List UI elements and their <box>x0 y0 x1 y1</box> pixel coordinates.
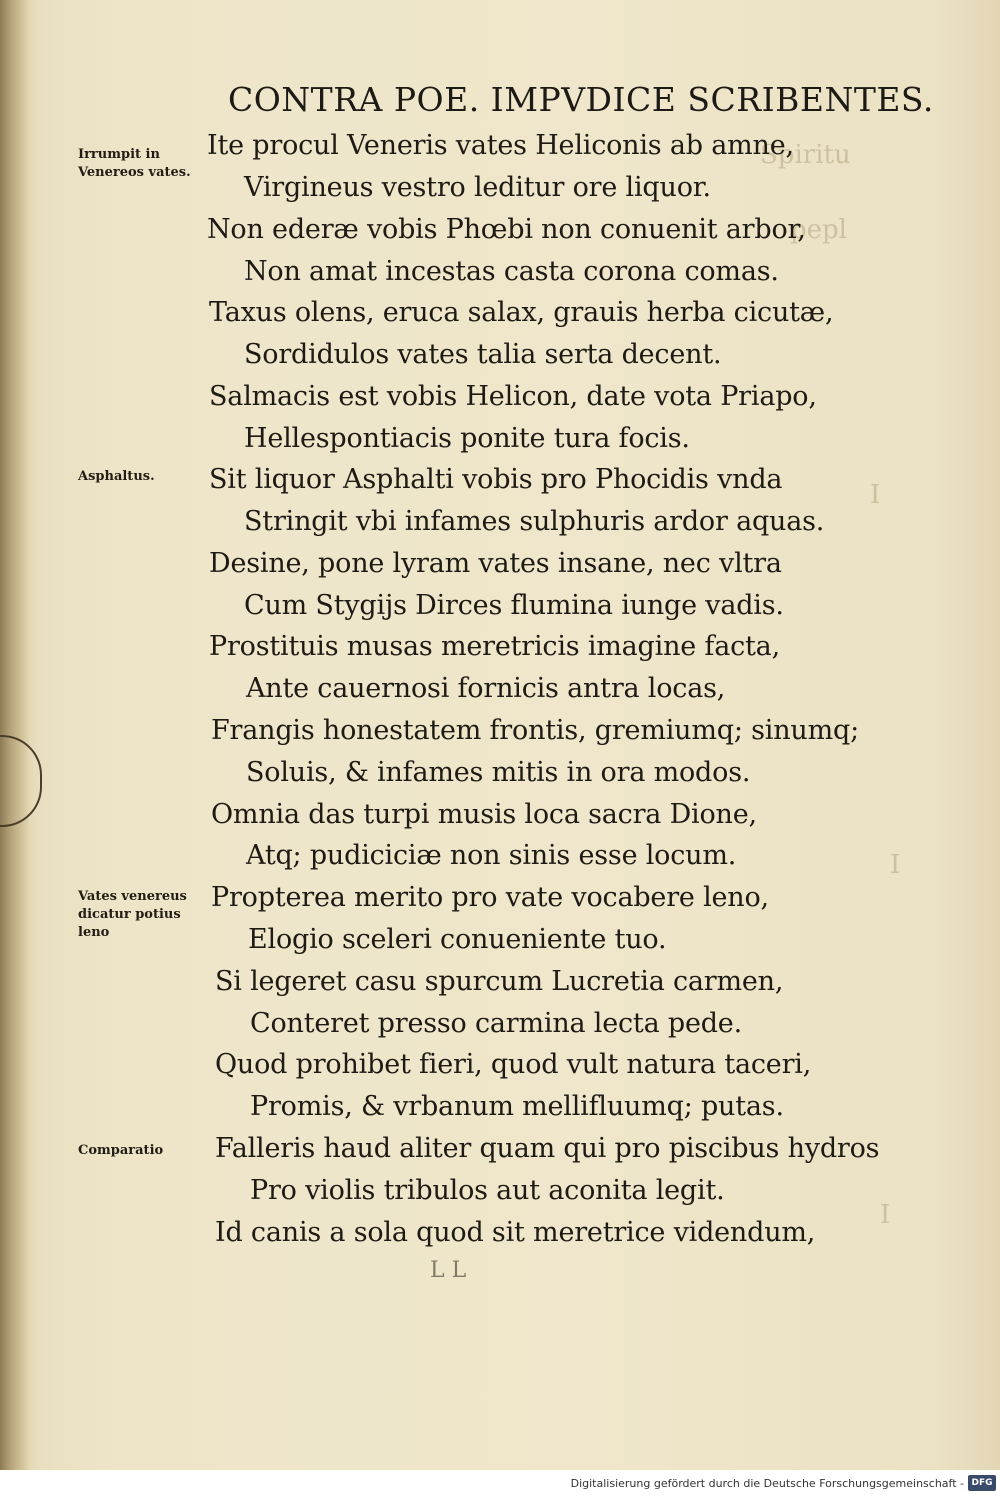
page-title: CONTRA POE. IMPVDICE SCRIBENTES. <box>228 80 934 119</box>
marginal-note: Asphaltus. <box>78 469 155 484</box>
page-clasp-shadow <box>0 735 42 827</box>
verse-line: Sordidulos vates talia serta decent. <box>244 339 722 370</box>
bleed-through: Spiritu <box>760 140 851 170</box>
marginal-note: Irrumpit in Venereos vates. <box>78 147 191 180</box>
marginal-note: Comparatio <box>78 1143 164 1158</box>
verse-line: Frangis honestatem frontis, gremiumq; sinumq; <box>211 715 859 746</box>
verse-line: Conteret presso carmina lecta pede. <box>250 1008 742 1039</box>
verse-line: Stringit vbi infames sulphuris ardor aquas. <box>244 506 825 537</box>
verse-line: Soluis, & infames mitis in ora modos. <box>246 757 751 788</box>
funding-credit: Digitalisierung gefördert durch die Deutsche Forschungsgemeinschaft - <box>570 1477 964 1490</box>
verse-line: Id canis a sola quod sit meretrice videndum, <box>215 1217 816 1248</box>
verse-line: Si legeret casu spurcum Lucretia carmen, <box>215 966 784 997</box>
verse-line: Prostituis musas meretricis imagine facta, <box>209 631 780 662</box>
verse-line: Omnia das turpi musis loca sacra Dione, <box>211 799 757 830</box>
verse-line: Falleris haud aliter quam qui pro piscibus hydros <box>215 1133 880 1164</box>
signature-mark: L L <box>430 1258 467 1283</box>
verse-line: Ante cauernosi fornicis antra locas, <box>246 673 726 704</box>
verse-line: Atq; pudiciciæ non sinis esse locum. <box>246 840 737 871</box>
bleed-through: I <box>880 1200 891 1230</box>
verse-line: Desine, pone lyram vates insane, nec vltra <box>209 548 782 579</box>
verse-line: Non amat incestas casta corona comas. <box>244 256 779 287</box>
verse-line: Quod prohibet fieri, quod vult natura taceri, <box>215 1049 812 1080</box>
verse-line: Sit liquor Asphalti vobis pro Phocidis vnda <box>209 464 783 495</box>
footer-bar <box>0 1470 1000 1498</box>
marginal-note: Vates venereus dicatur potius leno <box>78 889 187 940</box>
bleed-through: I <box>870 480 881 510</box>
verse-line: Salmacis est vobis Helicon, date vota Priapo, <box>209 381 817 412</box>
verse-line: Propterea merito pro vate vocabere leno, <box>211 882 769 913</box>
verse-line: Ite procul Veneris vates Heliconis ab amne, <box>207 130 794 161</box>
dfg-logo-icon: DFG <box>968 1475 996 1491</box>
verse-line: Virgineus vestro leditur ore liquor. <box>244 172 711 203</box>
verse-line: Promis, & vrbanum mellifluumq; putas. <box>250 1091 784 1122</box>
verse-line: Taxus olens, eruca salax, grauis herba cicutæ, <box>209 297 834 328</box>
bleed-through: pepl <box>790 215 847 245</box>
verse-line: Cum Stygijs Dirces flumina iunge vadis. <box>244 590 784 621</box>
bleed-through: I <box>890 850 901 880</box>
verse-line: Non ederæ vobis Phœbi non conuenit arbor, <box>207 214 806 245</box>
verse-line: Elogio sceleri conueniente tuo. <box>248 924 667 955</box>
verse-line: Hellespontiacis ponite tura focis. <box>244 423 690 454</box>
verse-line: Pro violis tribulos aut aconita legit. <box>250 1175 725 1206</box>
